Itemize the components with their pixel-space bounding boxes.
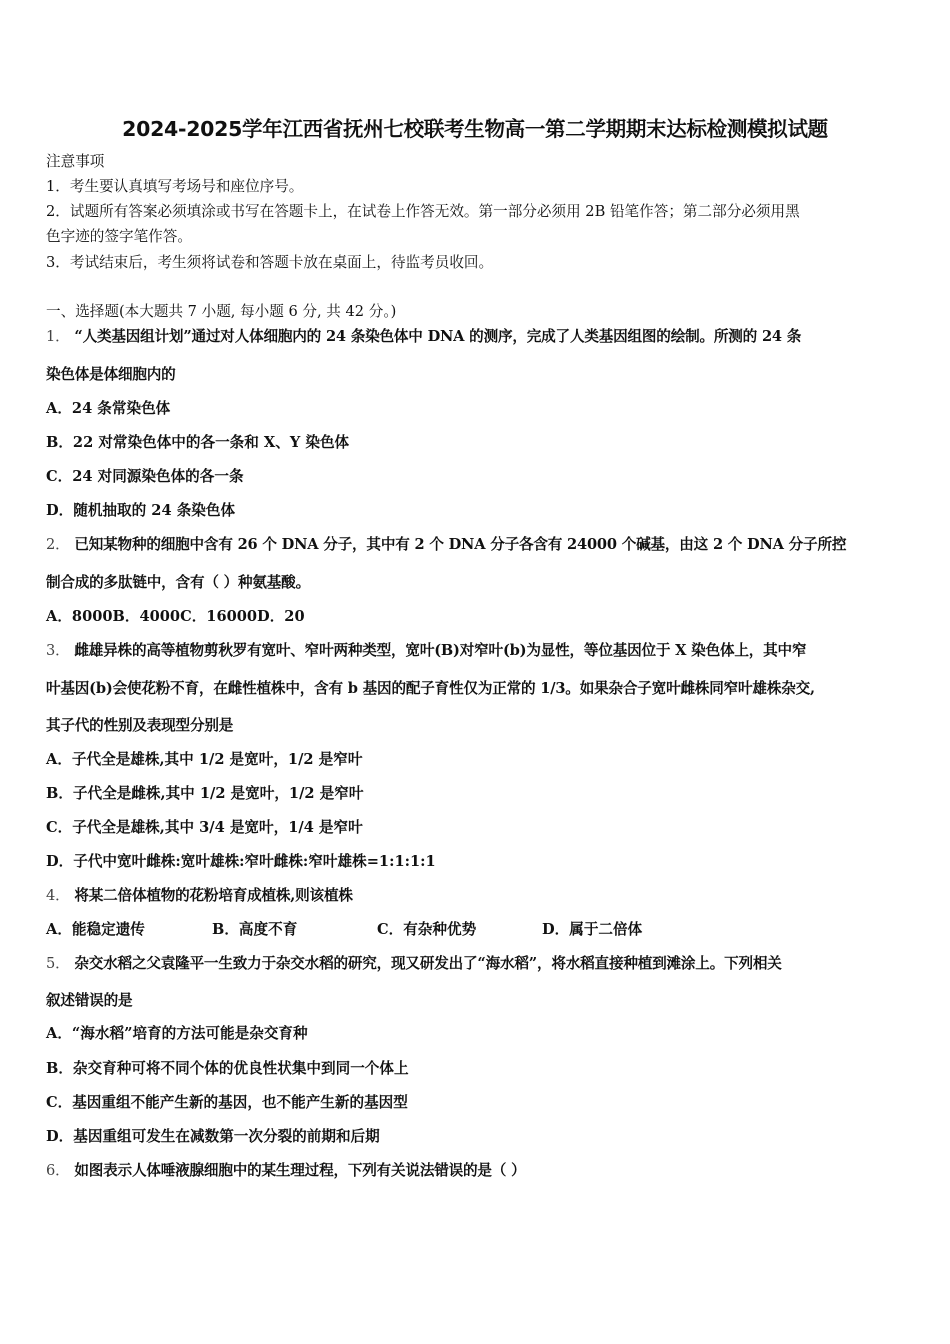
section-heading: 一、选择题(本大题共 7 小题, 每小题 6 分, 共 42 分。) [46,303,397,320]
question-5-text: 杂交水稻之父袁隆平一生致力于杂交水稻的研究，现又研发出了“海水稻”，将水稻直接种植到滩涂上。下列相关 [74,955,782,972]
question-3-option-d: D．子代中宽叶雌株:宽叶雄株:窄叶雌株:窄叶雄株=1:1:1:1 [46,853,436,870]
question-5 [46,952,782,973]
question-2-number: 2． [46,536,70,553]
question-3-line-2: 叶基因(b)会使花粉不育，在雌性植株中，含有 b 基因的配子育性仅为正常的 1/3。如果杂合子宽叶雌株同窄叶雄株杂交, [46,680,815,697]
page-title: 2024-2025学年江西省抚州七校联考生物高一第二学期期末达标检测模拟试题 [122,117,828,141]
question-4-option-b: B．高度不育 [212,921,298,938]
question-5-number: 5． [46,955,70,972]
question-1-option-b: B．22 对常染色体中的各一条和 X、Y 染色体 [46,434,350,451]
question-3-number: 3． [46,642,70,659]
question-3 [46,639,806,660]
question-1-option-d: D．随机抽取的 24 条染色体 [46,502,236,519]
notice-line-2: 2．试题所有答案必须填涂或书写在答题卡上，在试卷上作答无效。第一部分必须用 2B 铅笔作答；第二部分必须用黑 [46,203,800,220]
question-5-option-d: D．基因重组可发生在减数第一次分裂的前期和后期 [46,1128,380,1145]
question-4-option-c: C．有杂种优势 [377,921,477,938]
notice-line-1: 1．考生要认真填写考场号和座位序号。 [46,178,304,195]
question-1-option-a: A．24 条常染色体 [46,400,171,417]
question-2-text: 已知某物种的细胞中含有 26 个 DNA 分子，其中有 2 个 DNA 分子各含有 24000 个碱基，由这 2 个 DNA 分子所控 [74,536,847,553]
question-3-text: 雌雄异株的高等植物剪秋罗有宽叶、窄叶两种类型，宽叶(B)对窄叶(b)为显性，等位基因位于 X 染色体上，其中窄 [74,642,807,659]
question-3-option-b: B．子代全是雌株,其中 1/2 是宽叶，1/2 是窄叶 [46,785,364,802]
question-5-option-a: A．“海水稻”培育的方法可能是杂交育种 [46,1025,308,1042]
question-4-option-d: D．属于二倍体 [542,921,643,938]
question-3-option-a: A．子代全是雄株,其中 1/2 是宽叶，1/2 是窄叶 [46,751,363,768]
question-2 [46,533,846,554]
question-2-options: A．8000B．4000C．16000D．20 [46,608,305,625]
notice-line-3: 色字迹的签字笔作答。 [46,228,192,245]
question-4-option-a: A．能稳定遗传 [46,921,145,938]
question-5-line-2: 叙述错误的是 [46,992,133,1009]
question-1 [46,325,801,346]
question-1-option-c: C．24 对同源染色体的各一条 [46,468,244,485]
question-4-number: 4． [46,887,70,904]
question-1-number: 1． [46,328,70,345]
question-3-option-c: C．子代全是雄株,其中 3/4 是宽叶，1/4 是窄叶 [46,819,363,836]
question-4-text: 将某二倍体植物的花粉培育成植株,则该植株 [74,887,353,904]
question-2-line-2: 制合成的多肽链中，含有（ ）种氨基酸。 [46,574,310,591]
question-4 [46,884,353,905]
notice-heading: 注意事项 [46,153,105,170]
question-1-text: “人类基因组计划”通过对人体细胞内的 24 条染色体中 DNA 的测序，完成了人类基因组图的绘制。所测的 24 条 [74,328,802,345]
question-4-options [46,918,642,939]
question-5-option-c: C．基因重组不能产生新的基因，也不能产生新的基因型 [46,1094,408,1111]
question-5-option-b: B．杂交育种可将不同个体的优良性状集中到同一个体上 [46,1060,409,1077]
question-6-number: 6． [46,1162,70,1179]
question-6 [46,1159,525,1180]
question-3-line-3: 其子代的性别及表现型分别是 [46,717,234,734]
question-1-line-2: 染色体是体细胞内的 [46,366,176,383]
notice-line-4: 3．考试结束后，考生须将试卷和答题卡放在桌面上，待监考员收回。 [46,254,494,271]
question-6-text: 如图表示人体唾液腺细胞中的某生理过程，下列有关说法错误的是（ ） [74,1162,526,1179]
